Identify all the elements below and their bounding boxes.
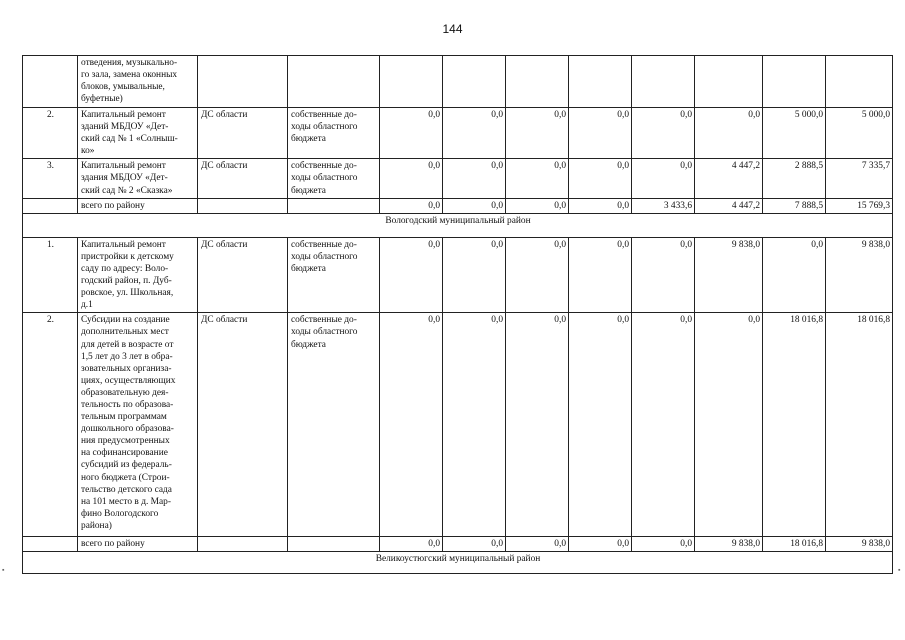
value-cell: 0,0 xyxy=(443,108,506,159)
value-cell: 9 838,0 xyxy=(826,237,893,313)
value-cell xyxy=(632,56,695,108)
funding-cell: собственные до- ходы областного бюджета xyxy=(288,159,380,198)
value-cell: 0,0 xyxy=(443,198,506,213)
value-cell xyxy=(826,56,893,108)
value-cell: 0,0 xyxy=(380,108,443,159)
source-cell: ДС области xyxy=(198,313,288,537)
table-row xyxy=(23,56,893,108)
value-cell: 0,0 xyxy=(506,313,569,537)
table-row xyxy=(23,313,893,537)
value-cell xyxy=(695,56,763,108)
value-cell: 4 447,2 xyxy=(695,198,763,213)
funding-cell: собственные до- ходы областного бюджета xyxy=(288,108,380,159)
value-cell: 0,0 xyxy=(569,313,632,537)
value-cell: 0,0 xyxy=(380,198,443,213)
project-name-cell: отведения, музыкально- го зала, замена оконных блоков, умывальные, буфетные) xyxy=(78,56,198,108)
section-title: Вологодский муниципальный район xyxy=(23,213,893,237)
value-cell: 7 335,7 xyxy=(826,159,893,198)
value-cell: 0,0 xyxy=(763,237,826,313)
page-number: 144 xyxy=(442,22,463,36)
source-cell: ДС области xyxy=(198,108,288,159)
index-cell xyxy=(23,56,78,108)
value-cell xyxy=(763,56,826,108)
source-cell xyxy=(198,537,288,552)
funding-cell xyxy=(288,56,380,108)
value-cell: 9 838,0 xyxy=(826,537,893,552)
value-cell: 0,0 xyxy=(632,108,695,159)
value-cell: 0,0 xyxy=(506,108,569,159)
value-cell: 9 838,0 xyxy=(695,237,763,313)
value-cell: 0,0 xyxy=(569,159,632,198)
value-cell: 18 016,8 xyxy=(763,313,826,537)
source-cell xyxy=(198,56,288,108)
value-cell: 0,0 xyxy=(632,159,695,198)
value-cell: 0,0 xyxy=(380,159,443,198)
value-cell: 0,0 xyxy=(380,313,443,537)
section-title: Великоустюгский муниципальный район xyxy=(23,552,893,574)
project-name-cell: Субсидии на создание дополнительных мест для детей в возрасте от 1,5 лет до 3 лет в обра- зовательных организа- циях, осуществляющих образовательную дея- тельность по образова- тельным программам дошкольного образова- ния предусмотренных на софинансирование субсидий из федераль- ного бюджета (Строи- тельство детского сада на 101 место в д. Мар- фино Вологодского района) xyxy=(78,313,198,537)
project-name-cell: Капитальный ремонт пристройки к детскому саду по адресу: Воло- годский район, п. Дуб- ровское, ул. Школьная, д.1 xyxy=(78,237,198,313)
value-cell: 9 838,0 xyxy=(695,537,763,552)
section-row xyxy=(23,552,893,574)
project-name-cell: Капитальный ремонт зданий МБДОУ «Дет- ский сад № 1 «Солныш- ко» xyxy=(78,108,198,159)
value-cell: 0,0 xyxy=(443,159,506,198)
index-cell xyxy=(23,537,78,552)
value-cell xyxy=(443,56,506,108)
table-row xyxy=(23,159,893,198)
value-cell: 2 888,5 xyxy=(763,159,826,198)
value-cell: 0,0 xyxy=(569,198,632,213)
index-cell: 1. xyxy=(23,237,78,313)
index-cell: 2. xyxy=(23,313,78,537)
table-row xyxy=(23,237,893,313)
value-cell: 0,0 xyxy=(443,313,506,537)
total-label: всего по району xyxy=(78,198,198,213)
value-cell: 15 769,3 xyxy=(826,198,893,213)
funding-cell: собственные до- ходы областного бюджета xyxy=(288,237,380,313)
table-row xyxy=(23,108,893,159)
value-cell: 7 888,5 xyxy=(763,198,826,213)
value-cell: 0,0 xyxy=(506,237,569,313)
total-row xyxy=(23,198,893,213)
value-cell: 0,0 xyxy=(569,237,632,313)
value-cell: 0,0 xyxy=(380,537,443,552)
value-cell: 0,0 xyxy=(443,237,506,313)
value-cell: 0,0 xyxy=(506,537,569,552)
total-row xyxy=(23,537,893,552)
value-cell: 18 016,8 xyxy=(826,313,893,537)
funding-cell xyxy=(288,198,380,213)
funding-cell xyxy=(288,537,380,552)
value-cell xyxy=(380,56,443,108)
value-cell xyxy=(569,56,632,108)
index-cell: 2. xyxy=(23,108,78,159)
scan-edge-mark-left: ▪ xyxy=(2,566,5,574)
value-cell: 3 433,6 xyxy=(632,198,695,213)
budget-table xyxy=(22,55,893,574)
value-cell: 0,0 xyxy=(695,313,763,537)
table-body xyxy=(23,56,893,574)
value-cell: 0,0 xyxy=(632,313,695,537)
value-cell: 5 000,0 xyxy=(826,108,893,159)
source-cell: ДС области xyxy=(198,237,288,313)
value-cell: 18 016,8 xyxy=(763,537,826,552)
value-cell: 0,0 xyxy=(380,237,443,313)
total-label: всего по району xyxy=(78,537,198,552)
value-cell: 5 000,0 xyxy=(763,108,826,159)
value-cell: 0,0 xyxy=(443,537,506,552)
value-cell: 0,0 xyxy=(506,159,569,198)
project-name-cell: Капитальный ремонт здания МБДОУ «Дет- ский сад № 2 «Сказка» xyxy=(78,159,198,198)
source-cell: ДС области xyxy=(198,159,288,198)
value-cell: 0,0 xyxy=(632,537,695,552)
source-cell xyxy=(198,198,288,213)
value-cell: 0,0 xyxy=(506,198,569,213)
scan-edge-mark-right: ▪ xyxy=(898,566,901,574)
value-cell xyxy=(506,56,569,108)
index-cell: 3. xyxy=(23,159,78,198)
value-cell: 0,0 xyxy=(632,237,695,313)
value-cell: 0,0 xyxy=(695,108,763,159)
funding-cell: собственные до- ходы областного бюджета xyxy=(288,313,380,537)
value-cell: 0,0 xyxy=(569,108,632,159)
value-cell: 0,0 xyxy=(569,537,632,552)
section-row xyxy=(23,213,893,237)
index-cell xyxy=(23,198,78,213)
value-cell: 4 447,2 xyxy=(695,159,763,198)
